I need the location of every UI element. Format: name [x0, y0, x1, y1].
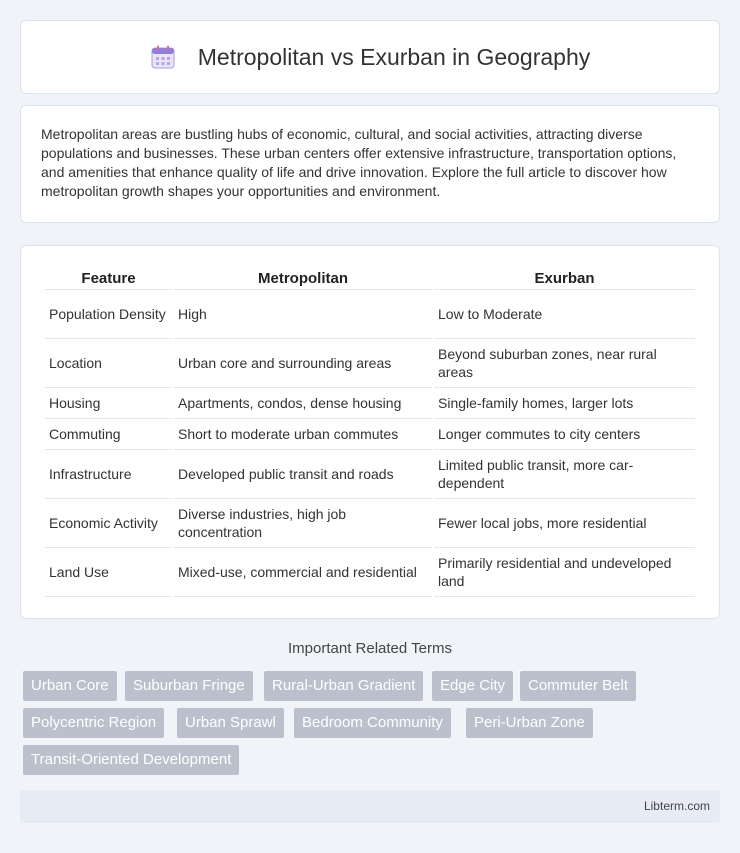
table-cell: Developed public transit and roads — [174, 450, 432, 499]
table-row — [45, 419, 695, 450]
table-cell: Population Density — [45, 290, 172, 339]
comparison-table-card — [20, 245, 720, 619]
page-title: Metropolitan vs Exurban in Geography — [197, 43, 591, 70]
table-cell: Fewer local jobs, more residential — [434, 499, 695, 548]
table-cell: Longer commutes to city centers — [434, 419, 695, 450]
table-row — [45, 339, 695, 388]
calendar-icon — [150, 44, 176, 70]
table-row — [45, 388, 695, 419]
tag-peri-urban-zone[interactable]: Peri-Urban Zone — [466, 708, 593, 738]
tag-commuter-belt[interactable]: Commuter Belt — [520, 671, 636, 701]
intro-text: Metropolitan areas are bustling hubs of economic, cultural, and social activities, attracting diverse populations and businesses. These urban centers offer extensive infrastructure, transportation options, and amenities that enhance quality of life and drive innovation. Explore the full article to discover how metropolitan growth shapes your opportunities and environment. — [41, 126, 677, 199]
tag-bedroom-community[interactable]: Bedroom Community — [294, 708, 451, 738]
title-card — [20, 20, 720, 94]
tag-suburban-fringe[interactable]: Suburban Fringe — [125, 671, 253, 701]
table-cell: Location — [45, 339, 172, 388]
table-row — [45, 548, 695, 597]
header-feature: Feature — [45, 266, 172, 290]
header-metropolitan: Metropolitan — [174, 266, 432, 290]
table-row — [45, 450, 695, 499]
table-cell: Urban core and surrounding areas — [174, 339, 432, 388]
footer-brand[interactable]: Libterm.com — [643, 799, 710, 813]
table-cell: Short to moderate urban commutes — [174, 419, 432, 450]
comparison-table — [43, 266, 697, 597]
table-cell: Limited public transit, more car-dependent — [434, 450, 695, 499]
table-cell: Low to Moderate — [434, 290, 695, 339]
table-cell: Diverse industries, high job concentration — [174, 499, 432, 548]
table-row — [45, 499, 695, 548]
table-cell: Mixed-use, commercial and residential — [174, 548, 432, 597]
tag-transit-oriented-development[interactable]: Transit-Oriented Development — [23, 745, 239, 775]
table-cell: Beyond suburban zones, near rural areas — [434, 339, 695, 388]
tag-edge-city[interactable]: Edge City — [432, 671, 513, 701]
tag-urban-sprawl[interactable]: Urban Sprawl — [177, 708, 284, 738]
table-cell: Apartments, condos, dense housing — [174, 388, 432, 419]
table-cell: Primarily residential and undeveloped land — [434, 548, 695, 597]
tag-polycentric-region[interactable]: Polycentric Region — [23, 708, 164, 738]
table-cell: Infrastructure — [45, 450, 172, 499]
related-terms-title: Important Related Terms — [288, 640, 452, 657]
intro-card — [20, 105, 720, 223]
tag-urban-core[interactable]: Urban Core — [23, 671, 117, 701]
tag-rural-urban-gradient[interactable]: Rural-Urban Gradient — [264, 671, 423, 701]
table-cell: Commuting — [45, 419, 172, 450]
table-cell: Single-family homes, larger lots — [434, 388, 695, 419]
header-exurban: Exurban — [434, 266, 695, 290]
table-cell: Housing — [45, 388, 172, 419]
table-cell: Land Use — [45, 548, 172, 597]
table-cell: High — [174, 290, 432, 339]
table-cell: Economic Activity — [45, 499, 172, 548]
table-row — [45, 290, 695, 339]
footer — [20, 790, 720, 823]
